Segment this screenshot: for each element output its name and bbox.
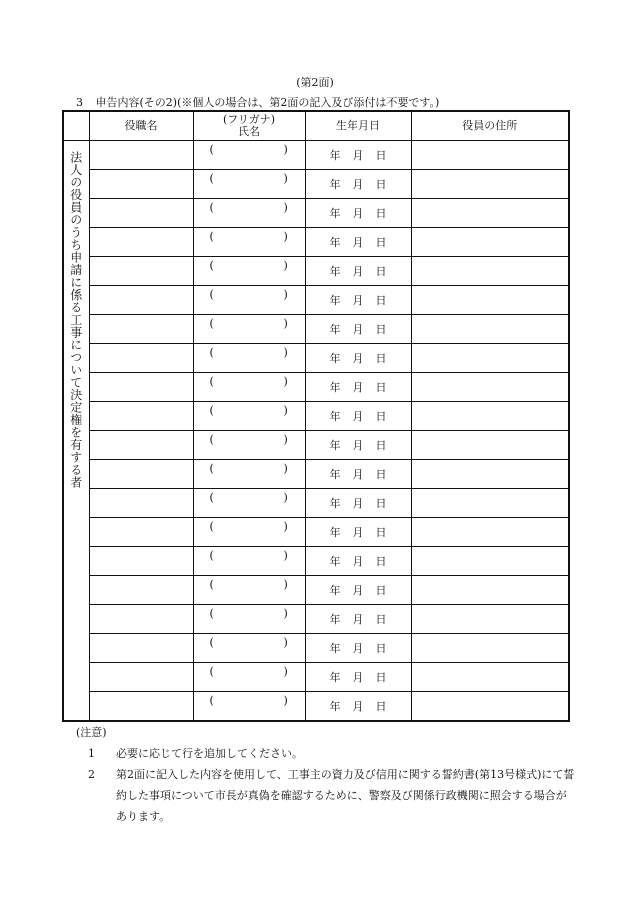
address-cell[interactable] — [411, 605, 569, 634]
furigana-paren-open: ( — [209, 259, 214, 272]
birthdate-cell[interactable] — [305, 141, 411, 170]
date-unit-label: 日 — [375, 178, 387, 191]
furigana-paren-close: ) — [283, 665, 288, 678]
address-cell[interactable] — [411, 257, 569, 286]
birthdate-cell[interactable] — [305, 489, 411, 518]
name-cell[interactable] — [193, 402, 305, 431]
date-unit-label: 月 — [352, 526, 364, 539]
table-row — [63, 373, 569, 402]
date-unit-label: 年 — [329, 352, 341, 365]
address-cell[interactable] — [411, 315, 569, 344]
position-cell[interactable] — [89, 344, 193, 373]
address-cell[interactable] — [411, 228, 569, 257]
date-unit-label: 月 — [352, 700, 364, 713]
birthdate-cell[interactable] — [305, 576, 411, 605]
table-row — [63, 402, 569, 431]
furigana-paren-open: ( — [209, 404, 214, 417]
furigana-paren-close: ) — [283, 259, 288, 272]
furigana-paren-open: ( — [209, 607, 214, 620]
note-number: 1 — [88, 747, 95, 760]
header-furigana: (フリガナ) — [222, 113, 276, 126]
furigana-paren-close: ) — [283, 143, 288, 156]
position-cell[interactable] — [89, 605, 193, 634]
notes-section — [76, 722, 576, 827]
date-unit-label: 年 — [329, 410, 341, 423]
furigana-paren-open: ( — [209, 230, 214, 243]
date-unit-label: 年 — [329, 439, 341, 452]
furigana-paren-open: ( — [209, 433, 214, 446]
furigana-paren-open: ( — [209, 201, 214, 214]
note-item — [76, 764, 576, 827]
address-cell[interactable] — [411, 170, 569, 199]
name-cell[interactable] — [193, 170, 305, 199]
position-cell[interactable] — [89, 373, 193, 402]
furigana-paren-close: ) — [283, 578, 288, 591]
position-cell[interactable] — [89, 141, 193, 170]
furigana-paren-close: ) — [283, 201, 288, 214]
table-header-row — [63, 111, 569, 141]
table-row — [63, 286, 569, 315]
address-cell[interactable] — [411, 344, 569, 373]
furigana-paren-close: ) — [283, 462, 288, 475]
address-cell[interactable] — [411, 692, 569, 722]
date-unit-label: 日 — [375, 294, 387, 307]
header-corner — [63, 111, 89, 141]
address-cell[interactable] — [411, 199, 569, 228]
address-cell[interactable] — [411, 547, 569, 576]
date-unit-label: 日 — [375, 207, 387, 220]
position-cell[interactable] — [89, 257, 193, 286]
date-unit-label: 年 — [329, 381, 341, 394]
date-unit-label: 月 — [352, 178, 364, 191]
table-row — [63, 460, 569, 489]
date-unit-label: 日 — [375, 381, 387, 394]
birthdate-cell[interactable] — [305, 257, 411, 286]
furigana-paren-open: ( — [209, 549, 214, 562]
date-unit-label: 月 — [352, 381, 364, 394]
date-unit-label: 月 — [352, 352, 364, 365]
name-cell[interactable] — [193, 547, 305, 576]
position-cell[interactable] — [89, 228, 193, 257]
date-unit-label: 月 — [352, 642, 364, 655]
position-cell[interactable] — [89, 460, 193, 489]
birthdate-cell[interactable] — [305, 170, 411, 199]
birthdate-cell[interactable] — [305, 605, 411, 634]
date-unit-label: 月 — [352, 149, 364, 162]
address-cell[interactable] — [411, 141, 569, 170]
position-cell[interactable] — [89, 663, 193, 692]
table-row — [63, 199, 569, 228]
furigana-paren-open: ( — [209, 636, 214, 649]
date-unit-label: 年 — [329, 555, 341, 568]
position-cell[interactable] — [89, 315, 193, 344]
name-cell[interactable] — [193, 257, 305, 286]
date-unit-label: 月 — [352, 613, 364, 626]
date-unit-label: 日 — [375, 613, 387, 626]
name-cell[interactable] — [193, 518, 305, 547]
name-cell[interactable] — [193, 344, 305, 373]
date-unit-label: 年 — [329, 613, 341, 626]
furigana-paren-close: ) — [283, 607, 288, 620]
date-unit-label: 日 — [375, 236, 387, 249]
position-cell[interactable] — [89, 547, 193, 576]
table-row — [63, 692, 569, 722]
address-cell[interactable] — [411, 576, 569, 605]
table-row — [63, 141, 569, 170]
position-cell[interactable] — [89, 402, 193, 431]
date-unit-label: 年 — [329, 265, 341, 278]
header-name — [193, 111, 305, 141]
date-unit-label: 年 — [329, 497, 341, 510]
section-number: 3 — [76, 96, 83, 109]
furigana-paren-close: ) — [283, 491, 288, 504]
position-cell[interactable] — [89, 286, 193, 315]
furigana-paren-open: ( — [209, 317, 214, 330]
table-row — [63, 634, 569, 663]
face-label: (第2面) — [296, 76, 334, 89]
name-cell[interactable] — [193, 605, 305, 634]
date-unit-label: 日 — [375, 642, 387, 655]
side-label-cell — [63, 141, 89, 722]
name-cell[interactable] — [193, 199, 305, 228]
name-cell[interactable] — [193, 576, 305, 605]
header-position: 役職名 — [89, 111, 193, 141]
date-unit-label: 月 — [352, 671, 364, 684]
header-address: 役員の住所 — [411, 111, 569, 141]
date-unit-label: 年 — [329, 642, 341, 655]
date-unit-label: 年 — [329, 149, 341, 162]
table-row — [63, 431, 569, 460]
address-cell[interactable] — [411, 373, 569, 402]
address-cell[interactable] — [411, 489, 569, 518]
furigana-paren-close: ) — [283, 636, 288, 649]
furigana-paren-close: ) — [283, 520, 288, 533]
birthdate-cell[interactable] — [305, 228, 411, 257]
name-cell[interactable] — [193, 634, 305, 663]
date-unit-label: 月 — [352, 294, 364, 307]
note-text: 必要に応じて行を追加してください。 — [116, 747, 303, 760]
table-row — [63, 489, 569, 518]
date-unit-label: 日 — [375, 352, 387, 365]
name-cell[interactable] — [193, 431, 305, 460]
position-cell[interactable] — [89, 199, 193, 228]
note-text: 第2面に記入した内容を使用して、工事主の資力及び信用に関する誓約書(第13号様式)にて誓約した事項について市長が真偽を確認するために、警察及び関係行政機関に照会する場合があります。 — [116, 768, 575, 823]
date-unit-label: 月 — [352, 497, 364, 510]
date-unit-label: 月 — [352, 265, 364, 278]
section-heading — [76, 94, 439, 110]
name-cell[interactable] — [193, 228, 305, 257]
date-unit-label: 年 — [329, 700, 341, 713]
furigana-paren-close: ) — [283, 346, 288, 359]
birthdate-cell[interactable] — [305, 344, 411, 373]
date-unit-label: 年 — [329, 584, 341, 597]
table-row — [63, 228, 569, 257]
date-unit-label: 年 — [329, 178, 341, 191]
table-row — [63, 315, 569, 344]
address-cell[interactable] — [411, 518, 569, 547]
furigana-paren-close: ) — [283, 694, 288, 707]
address-cell[interactable] — [411, 663, 569, 692]
birthdate-cell[interactable] — [305, 199, 411, 228]
birthdate-cell[interactable] — [305, 692, 411, 722]
date-unit-label: 年 — [329, 207, 341, 220]
furigana-paren-open: ( — [209, 694, 214, 707]
furigana-paren-close: ) — [283, 172, 288, 185]
date-unit-label: 日 — [375, 555, 387, 568]
date-unit-label: 日 — [375, 149, 387, 162]
date-unit-label: 年 — [329, 671, 341, 684]
furigana-paren-open: ( — [209, 520, 214, 533]
furigana-paren-open: ( — [209, 143, 214, 156]
date-unit-label: 日 — [375, 497, 387, 510]
name-cell[interactable] — [193, 692, 305, 722]
date-unit-label: 年 — [329, 236, 341, 249]
birthdate-cell[interactable] — [305, 634, 411, 663]
date-unit-label: 日 — [375, 323, 387, 336]
section-title: 申告内容(その2)(※個人の場合は、第2面の記入及び添付は不要です。) — [95, 96, 440, 109]
name-cell[interactable] — [193, 663, 305, 692]
furigana-paren-open: ( — [209, 346, 214, 359]
table-row — [63, 663, 569, 692]
birthdate-cell[interactable] — [305, 373, 411, 402]
table-row — [63, 605, 569, 634]
furigana-paren-close: ) — [283, 288, 288, 301]
birthdate-cell[interactable] — [305, 518, 411, 547]
name-cell[interactable] — [193, 460, 305, 489]
header-birthdate: 生年月日 — [305, 111, 411, 141]
position-cell[interactable] — [89, 634, 193, 663]
furigana-paren-close: ) — [283, 230, 288, 243]
date-unit-label: 日 — [375, 439, 387, 452]
furigana-paren-close: ) — [283, 433, 288, 446]
table-row — [63, 547, 569, 576]
furigana-paren-open: ( — [209, 578, 214, 591]
furigana-paren-open: ( — [209, 288, 214, 301]
table-row — [63, 170, 569, 199]
name-cell[interactable] — [193, 373, 305, 402]
birthdate-cell[interactable] — [305, 547, 411, 576]
birthdate-cell[interactable] — [305, 460, 411, 489]
table-row — [63, 344, 569, 373]
date-unit-label: 日 — [375, 468, 387, 481]
birthdate-cell[interactable] — [305, 663, 411, 692]
position-cell[interactable] — [89, 170, 193, 199]
date-unit-label: 年 — [329, 294, 341, 307]
date-unit-label: 月 — [352, 207, 364, 220]
date-unit-label: 月 — [352, 584, 364, 597]
officer-table — [62, 110, 570, 722]
date-unit-label: 月 — [352, 439, 364, 452]
position-cell[interactable] — [89, 489, 193, 518]
position-cell[interactable] — [89, 431, 193, 460]
address-cell[interactable] — [411, 402, 569, 431]
note-item — [76, 743, 576, 764]
name-cell[interactable] — [193, 489, 305, 518]
name-cell[interactable] — [193, 286, 305, 315]
side-label: 法人の役員のうち申請に係る工事について決定権を有する者 — [68, 151, 83, 489]
birthdate-cell[interactable] — [305, 315, 411, 344]
date-unit-label: 日 — [375, 584, 387, 597]
name-cell[interactable] — [193, 141, 305, 170]
table-row — [63, 257, 569, 286]
furigana-paren-close: ) — [283, 404, 288, 417]
date-unit-label: 月 — [352, 323, 364, 336]
birthdate-cell[interactable] — [305, 431, 411, 460]
date-unit-label: 日 — [375, 265, 387, 278]
header-name-label: 氏名 — [238, 125, 260, 138]
date-unit-label: 年 — [329, 468, 341, 481]
notes-title: (注意) — [76, 726, 107, 739]
date-unit-label: 月 — [352, 555, 364, 568]
table-row — [63, 576, 569, 605]
date-unit-label: 日 — [375, 410, 387, 423]
date-unit-label: 日 — [375, 671, 387, 684]
date-unit-label: 日 — [375, 700, 387, 713]
position-cell[interactable] — [89, 518, 193, 547]
position-cell[interactable] — [89, 692, 193, 722]
furigana-paren-close: ) — [283, 375, 288, 388]
address-cell[interactable] — [411, 460, 569, 489]
table-row — [63, 518, 569, 547]
address-cell[interactable] — [411, 634, 569, 663]
date-unit-label: 日 — [375, 526, 387, 539]
furigana-paren-open: ( — [209, 172, 214, 185]
furigana-paren-open: ( — [209, 462, 214, 475]
furigana-paren-open: ( — [209, 375, 214, 388]
furigana-paren-open: ( — [209, 491, 214, 504]
name-cell[interactable] — [193, 315, 305, 344]
birthdate-cell[interactable] — [305, 286, 411, 315]
date-unit-label: 月 — [352, 410, 364, 423]
address-cell[interactable] — [411, 286, 569, 315]
address-cell[interactable] — [411, 431, 569, 460]
birthdate-cell[interactable] — [305, 402, 411, 431]
note-number: 2 — [88, 768, 95, 781]
position-cell[interactable] — [89, 576, 193, 605]
furigana-paren-close: ) — [283, 317, 288, 330]
furigana-paren-open: ( — [209, 665, 214, 678]
date-unit-label: 月 — [352, 236, 364, 249]
date-unit-label: 月 — [352, 468, 364, 481]
furigana-paren-close: ) — [283, 549, 288, 562]
date-unit-label: 年 — [329, 323, 341, 336]
date-unit-label: 年 — [329, 526, 341, 539]
